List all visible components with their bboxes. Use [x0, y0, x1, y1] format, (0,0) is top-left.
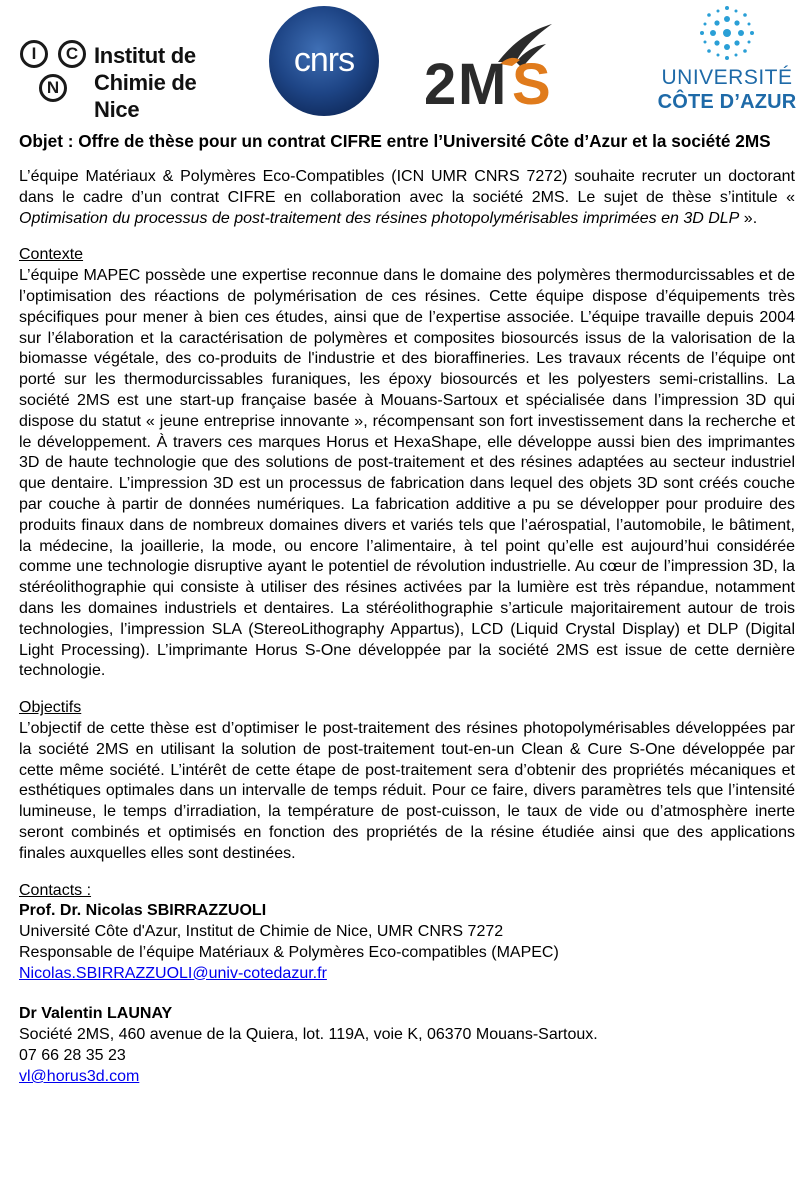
- objectifs-section: [19, 698, 795, 864]
- thesis-title: Optimisation du processus de post-traitement des résines photopolymérisables imprimées en 3D DLP: [19, 209, 740, 227]
- uca-logo-dots-icon: [655, 5, 800, 65]
- uca-logo-line2: CÔTE D’AZUR: [657, 91, 797, 113]
- contact-1-affiliation: Université Côte d'Azur, Institut de Chimie de Nice, UMR CNRS 7272: [19, 923, 504, 941]
- contact-2-address: Société 2MS, 460 avenue de la Quiera, lot. 119A, voie K, 06370 Mouans-Sartoux.: [19, 1026, 598, 1044]
- objectifs-body: L’objectif de cette thèse est d’optimiser le post-traitement des résines photopolymérisables développées par la société 2MS en utilisant la solution de post-traitement tout-en-un Clean & Cure S-One développée par cette même société. L’intérêt de cette étape de post-traitement sera d’obtenir des propriétés mécaniques et esthétiques optimales dans un intervalle de temps réduit. Pour ce faire, divers paramètres tels que l’intensité lumineuse, le temps d’irradiation, la température de post-cuisson, le taux de vide ou d’atmosphère inerte seront combinés et optimisés en fonction des propriétés de la résine étudiée ainsi que des applications finales auxquelles elles sont destinées.: [19, 719, 795, 862]
- 2ms-logo-letter-m: M: [458, 52, 507, 114]
- intro-paragraph: [19, 167, 795, 229]
- contacts-spacer: [19, 984, 795, 1004]
- document-body: [19, 130, 795, 1088]
- icn-logo-text: [94, 42, 240, 123]
- objectifs-heading: Objectifs: [19, 699, 82, 717]
- contact-1-name: Prof. Dr. Nicolas SBIRRAZZUOLI: [19, 902, 267, 920]
- icn-logo-letter-c: C: [58, 40, 86, 68]
- contact-1-email-link[interactable]: Nicolas.SBIRRAZZUOLI@univ-cotedazur.fr: [19, 964, 327, 982]
- 2ms-logo: [420, 22, 560, 114]
- universite-cote-dazur-logo: [655, 5, 800, 115]
- cnrs-logo: [268, 5, 380, 117]
- contacts-heading: Contacts :: [19, 881, 92, 899]
- contact-1-role: Responsable de l’équipe Matériaux & Polymères Eco-compatibles (MAPEC): [19, 943, 559, 961]
- icn-logo-letter-i: I: [20, 40, 48, 68]
- contexte-body: L’équipe MAPEC possède une expertise reconnue dans le domaine des polymères thermodurcissables et de l’optimisation des réactions de polymérisation de ces résines. Cette équipe dispose d’équipements très spécifiques pour mener à bien ces études, ainsi que de l’expertise associée. L’équipe travaille depuis 2004 sur l’élaboration et la caractérisation de polymères et composites biosourcés issus de la valorisation de la biomasse végétale, des co-produits de l'industrie et des bioraffineries. Les travaux récents de l’équipe ont porté sur les thermodurcissables furaniques, les époxy biosourcés et les polyesters semi-cristallins. La société 2MS est une start-up française basée à Mouans-Sartoux et spécialisée dans l’impression 3D qui dispose du statut « jeune entreprise innovante », récompensant son fort investissement dans la recherche et le développement. À travers ces marques Horus et HexaShape, elle développe aussi bien des imprimantes 3D de haute technologie que des solutions de post-traitement et des résines adaptées au secteur industriel que dentaire. L’impression 3D est un processus de fabrication dans lequel des objets 3D sont créés couche par couche à partir de données numériques. La fabrication additive a pu se développer pour produire des produits finaux dans de nombreux domaines divers et variés tels que l’aérospatial, l’automobile, le bâtiment, la médecine, la joaillerie, la mode, ou encore l’alimentaire, à tel point qu’elle est aujourd’hui considérée comme une technologie disruptive ayant le potentiel de révolution industrielle. Au cœur de l’impression 3D, la stéréolithographie qui consiste à utiliser des résines activées par la lumière est très répandue, notamment dans les domaines industriels et dentaires. La stéréolithographie s’articule majoritairement autour de trois technologies, l’impression SLA (StereoLithography Appartus), LCD (Liquid Crystal Display) et DLP (Digital Light Processing). L’imprimante Horus S-One développée par la société 2MS est issue de cette dernière technologie.: [19, 267, 795, 680]
- contacts-section: [19, 881, 795, 1088]
- cnrs-logo-text: cnrs: [293, 41, 355, 79]
- uca-logo-line1: UNIVERSITÉ: [661, 66, 793, 89]
- icn-logo-line1: Institut de: [94, 43, 196, 68]
- contact-2-name: Dr Valentin LAUNAY: [19, 1005, 173, 1023]
- contexte-heading: Contexte: [19, 246, 84, 264]
- icn-logo-letter-n: N: [39, 74, 67, 102]
- intro-end: ».: [739, 209, 758, 227]
- icn-logo-line2: Chimie de Nice: [94, 70, 197, 122]
- 2ms-logo-graphic: [420, 22, 560, 114]
- 2ms-logo-letter-s: S: [512, 52, 551, 114]
- icn-logo: [20, 38, 240, 122]
- logo-banner: [0, 0, 808, 125]
- contact-2-email-link[interactable]: vl@horus3d.com: [19, 1067, 140, 1085]
- contact-2-phone: 07 66 28 35 23: [19, 1047, 126, 1065]
- intro-text: L’équipe Matériaux & Polymères Eco-Compatibles (ICN UMR CNRS 7272) souhaite recruter un doctorant dans le cadre d’un contrat CIFRE en collaboration avec la société 2MS. Le sujet de thèse s’intitule «: [19, 168, 795, 206]
- document-title: Objet : Offre de thèse pour un contrat CIFRE entre l’Université Côte d’Azur et la société 2MS: [19, 131, 771, 151]
- 2ms-logo-digit: 2: [424, 52, 457, 114]
- contexte-section: [19, 245, 795, 682]
- cnrs-logo-emblem: [268, 5, 380, 117]
